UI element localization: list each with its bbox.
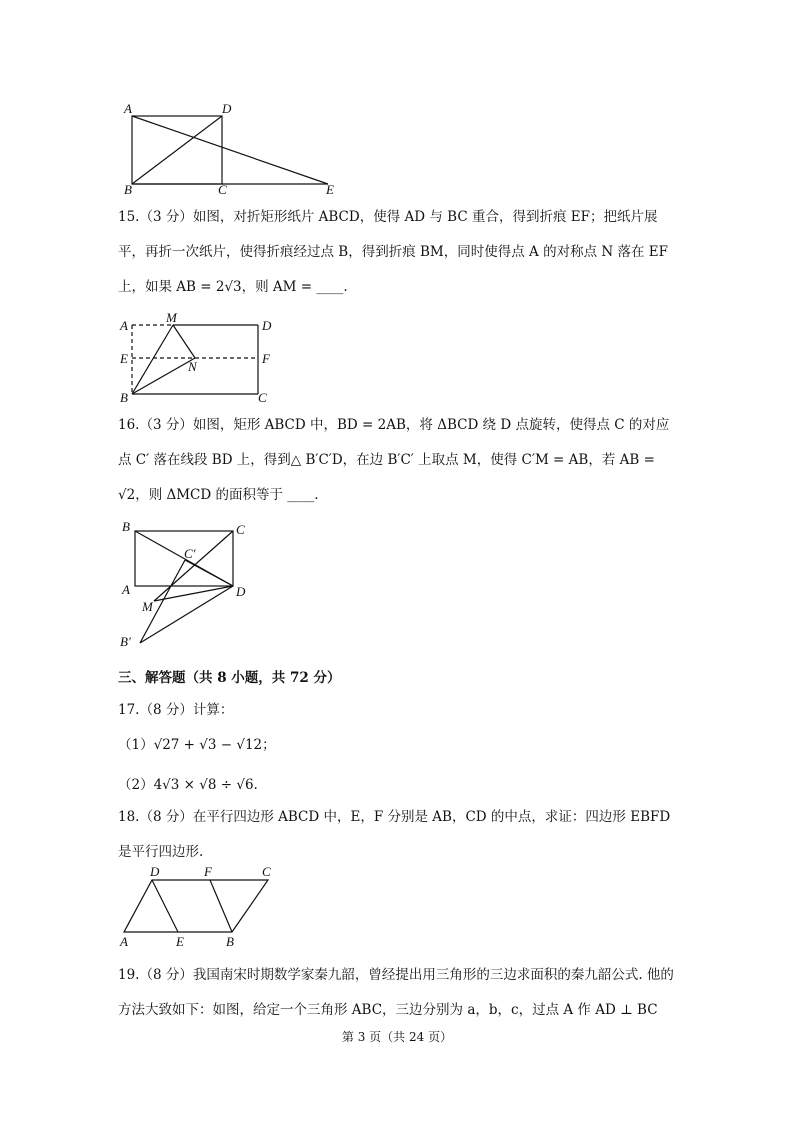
figure-rectangle-abcd-e: [118, 98, 358, 198]
section-3-title: 三、解答题（共 8 小题，共 72 分）: [118, 670, 341, 686]
label-c-prime: C′: [184, 546, 196, 561]
label-b: B: [122, 519, 130, 534]
label-f: F: [204, 864, 212, 879]
label-c: C: [236, 522, 245, 537]
question-19: 19.（8 分）我国南宋时期数学家秦九韶，曾经提出用三角形的三边求面积的秦九韶公式. 他的方法大致如下：如图，给定一个三角形 ABC，三边分别为 a，b，c，过点 A 作 AD ⊥ BC: [118, 967, 674, 1018]
label-c: C: [218, 182, 227, 197]
label-m: M: [142, 599, 153, 614]
segment-ae: [132, 116, 328, 184]
label-n: N: [188, 359, 197, 374]
label-c: C: [262, 864, 271, 879]
label-c: C: [258, 390, 267, 405]
label-d: D: [262, 318, 272, 333]
question-17-part-1: （1）√27 + √3 − √12；: [118, 737, 276, 753]
figure-q16: [118, 516, 268, 654]
question-16: 16.（3 分）如图，矩形 ABCD 中，BD = 2AB，将 ΔBCD 绕 D 点旋转，使得点 C 的对应点 C′ 落在线段 BD 上，得到△ B′C′D，在边 B′C′ 上取点 M，使得 C′M = AB，若 AB = √2，则 ΔMCD 的面积等于 ____.: [118, 417, 670, 503]
question-17: 17.（8 分）计算：: [118, 702, 234, 718]
label-b: B: [120, 390, 128, 405]
label-a: A: [120, 318, 128, 333]
figure-q18: [116, 860, 286, 950]
label-b-prime: B′: [120, 634, 131, 649]
segment-bd: [132, 116, 222, 184]
label-b: B: [226, 934, 234, 949]
segment-fb: [210, 880, 232, 932]
parallelogram-abcd: [124, 880, 268, 932]
label-a: A: [120, 934, 128, 949]
label-d: D: [236, 584, 246, 599]
question-15: 15.（3 分）如图，对折矩形纸片 ABCD，使得 AD 与 BC 重合，得到折痕 EF；把纸片展平，再折一次纸片，使得折痕经过点 B，得到折痕 BM，同时使得点 A 的对称点 N 落在 EF 上，如果 AB = 2√3，则 AM = ____.: [118, 209, 668, 295]
question-18: 18.（8 分）在平行四边形 ABCD 中，E，F 分别是 AB，CD 的中点，求证：四边形 EBFD 是平行四边形.: [118, 809, 671, 860]
label-m: M: [166, 310, 177, 325]
page-footer: 第 3 页（共 24 页）: [341, 1030, 453, 1044]
label-b: B: [124, 182, 132, 197]
question-17-part-2: （2）4√3 × √8 ÷ √6.: [118, 777, 258, 793]
label-e: E: [120, 351, 128, 366]
figure-q15: [118, 308, 298, 406]
label-d: D: [150, 864, 160, 879]
label-d: D: [222, 101, 232, 116]
label-a: A: [122, 582, 130, 597]
label-a: A: [124, 101, 132, 116]
label-e: E: [176, 934, 184, 949]
segment-de: [152, 880, 178, 932]
label-e: E: [326, 182, 334, 197]
label-f: F: [262, 351, 270, 366]
